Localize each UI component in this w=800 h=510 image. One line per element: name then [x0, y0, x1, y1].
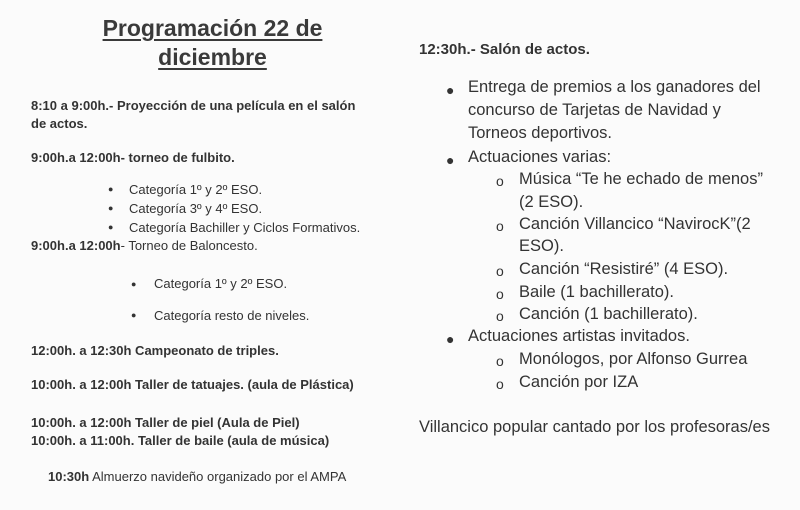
villancico-line1: Canción Villancico “NavirocK”(2	[519, 215, 751, 233]
page-title	[60, 14, 365, 72]
item-pelicula-line1: 8:10 a 9:00h.- Proyección de una película en el salón	[31, 98, 356, 113]
musica-line2: (2 ESO).	[519, 193, 584, 211]
villancico-line2: ESO).	[519, 237, 564, 255]
basket-heading	[31, 238, 258, 253]
item-pelicula-line2: de actos.	[31, 116, 88, 131]
premios-line2: concurso de Tarjetas de Navidad y	[468, 101, 721, 119]
resistire-item: Canción “Resistiré” (4 ESO).	[519, 260, 729, 278]
cancion-item: Canción (1 bachillerato).	[519, 305, 698, 323]
musica-line1: Música “Te he echado de menos”	[519, 170, 763, 188]
basket-category-1: Categoría 1º y 2º ESO.	[154, 276, 288, 291]
circle-bullet-icon: o	[496, 376, 504, 392]
title-line-1: Programación 22 de	[102, 15, 323, 41]
almuerzo-item	[48, 469, 346, 484]
actuaciones-varias: Actuaciones varias:	[468, 148, 612, 166]
circle-bullet-icon: o	[496, 353, 504, 369]
fulbito-category-2: Categoría 3º y 4º ESO.	[129, 201, 263, 216]
piel-item: 10:00h. a 12:00h Taller de piel (Aula de Piel)	[31, 415, 300, 430]
closing-line: Villancico popular cantado por los profesoras/es	[419, 418, 770, 436]
right-heading: 12:30h.- Salón de actos.	[419, 41, 590, 58]
basket-category-2: Categoría resto de niveles.	[154, 308, 310, 323]
circle-bullet-icon: o	[496, 286, 504, 302]
triples-item: 12:00h. a 12:30h Campeonato de triples.	[31, 343, 279, 358]
premios-line1: Entrega de premios a los ganadores del	[468, 78, 761, 96]
almuerzo-text: Almuerzo navideño organizado por el AMPA	[92, 469, 347, 484]
artistas-invitados: Actuaciones artistas invitados.	[468, 327, 690, 345]
circle-bullet-icon: o	[496, 218, 504, 234]
basket-title: - Torneo de Baloncesto.	[120, 238, 258, 253]
baile-taller-item: 10:00h. a 11:00h. Taller de baile (aula de música)	[31, 433, 330, 448]
premios-line3: Torneos deportivos.	[468, 124, 612, 142]
fulbito-heading: 9:00h.a 12:00h- torneo de fulbito.	[31, 150, 235, 165]
circle-bullet-icon: o	[496, 263, 504, 279]
bullet-icon: ●	[108, 203, 114, 213]
tatuajes-item: 10:00h. a 12:00h Taller de tatuajes. (aula de Plástica)	[31, 377, 354, 392]
almuerzo-time: 10:30h	[48, 469, 90, 484]
baile-item: Baile (1 bachillerato).	[519, 283, 674, 301]
bullet-icon: ●	[446, 152, 455, 168]
bullet-icon: ●	[108, 184, 114, 194]
iza-item: Canción por IZA	[519, 373, 639, 391]
bullet-icon: ●	[131, 279, 137, 289]
fulbito-category-1: Categoría 1º y 2º ESO.	[129, 182, 263, 197]
circle-bullet-icon: o	[496, 308, 504, 324]
fulbito-category-3: Categoría Bachiller y Ciclos Formativos.	[129, 220, 361, 235]
bullet-icon: ●	[108, 222, 114, 232]
bullet-icon: ●	[446, 82, 455, 98]
bullet-icon: ●	[131, 310, 137, 320]
monologos-item: Monólogos, por Alfonso Gurrea	[519, 350, 748, 368]
circle-bullet-icon: o	[496, 173, 504, 189]
title-line-2: diciembre	[158, 44, 267, 70]
bullet-icon: ●	[446, 331, 455, 347]
basket-time: 9:00h.a 12:00h	[31, 238, 121, 253]
